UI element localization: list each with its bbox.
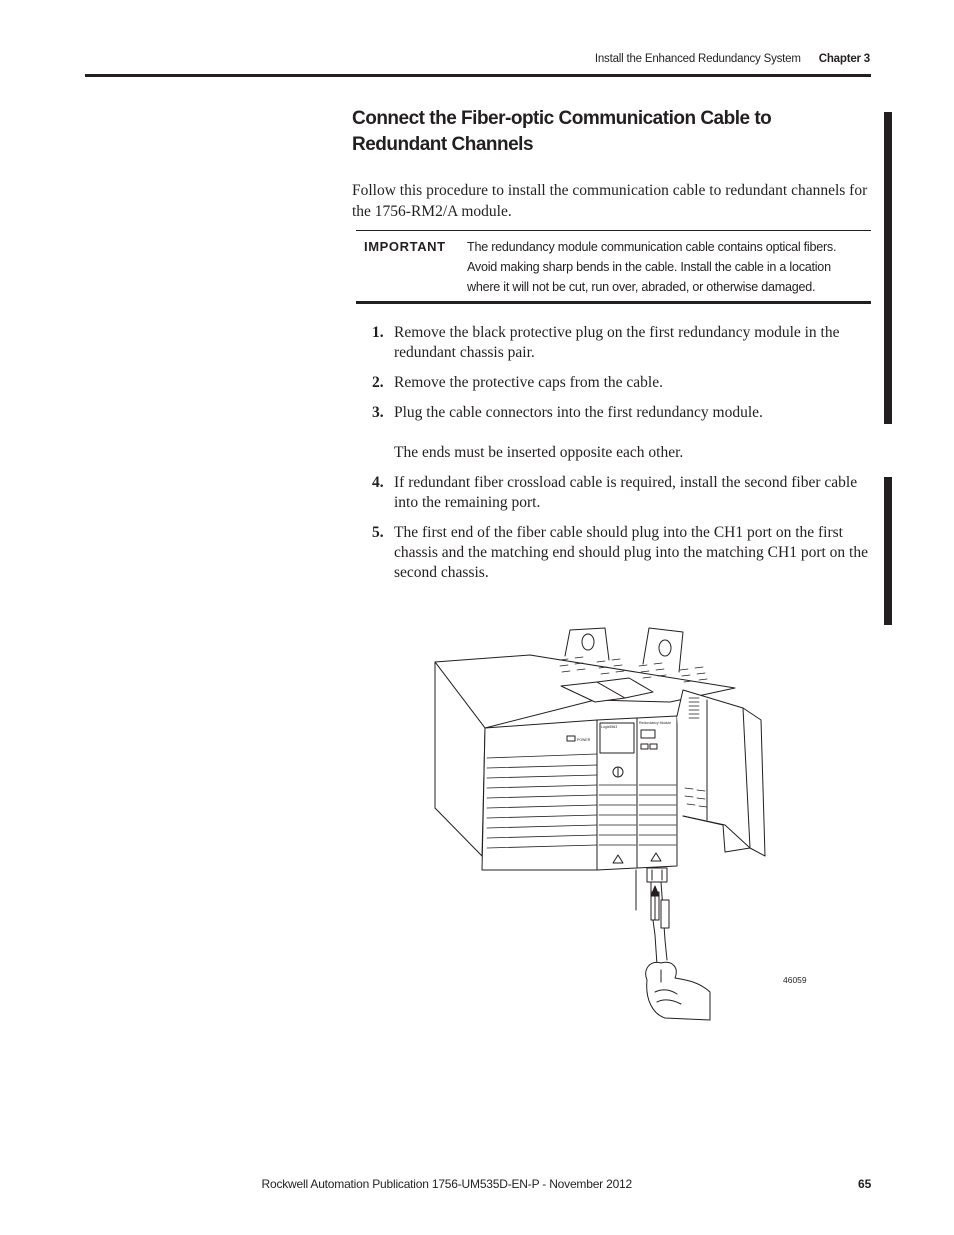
page-number: 65: [858, 1177, 872, 1191]
step-number: 1.: [372, 324, 384, 341]
step-text: The first end of the fiber cable should plug into the CH1 port on the first chassis and the matching end should plug into the matching CH1 port on the second chassis.: [394, 524, 868, 581]
controller-label: Logix5563: [601, 725, 618, 729]
step-text: Plug the cable connectors into the first redundancy module.: [394, 404, 763, 421]
step-number: 3.: [372, 404, 384, 421]
running-header: [595, 53, 870, 65]
header-rule: [85, 74, 871, 77]
step-number: 2.: [372, 374, 384, 391]
intro-paragraph: Follow this procedure to install the communication cable to redundant channels for the 1756-RM2/A module.: [352, 182, 868, 220]
step-3-note: The ends must be inserted opposite each other.: [394, 444, 684, 461]
chassis-fiber-cable-illustration: [425, 620, 775, 1025]
step-number: 4.: [372, 474, 384, 491]
important-label: IMPORTANT: [364, 239, 446, 254]
footer-publication: Rockwell Automation Publication 1756-UM535D-EN-P - November 2012: [261, 1177, 632, 1191]
header-section: Install the Enhanced Redundancy System: [594, 53, 801, 65]
step-text: Remove the black protective plug on the first redundancy module in the redundant chassis pair.: [394, 324, 840, 361]
power-label: POWER: [577, 738, 591, 742]
header-chapter: Chapter 3: [818, 53, 870, 65]
step-text: Remove the protective caps from the cable.: [394, 374, 663, 391]
step-number: 5.: [372, 524, 384, 541]
important-text: The redundancy module communication cable contains optical fibers. Avoid making sharp bends in the cable. Install the cable in a location where it will not be cut, run over, abraded, or otherwise damaged.: [467, 240, 837, 294]
redundancy-module-label: Redundancy Module: [639, 721, 672, 725]
important-callout: [356, 230, 871, 304]
section-title: Connect the Fiber-optic Communication Cable to Redundant Channels: [352, 108, 772, 155]
figure-number: 46059: [783, 975, 807, 985]
chapter-edge-tab-lower: [884, 477, 892, 625]
chapter-edge-tab: [884, 112, 892, 424]
step-text: If redundant fiber crossload cable is required, install the second fiber cable into the remaining port.: [394, 474, 858, 511]
